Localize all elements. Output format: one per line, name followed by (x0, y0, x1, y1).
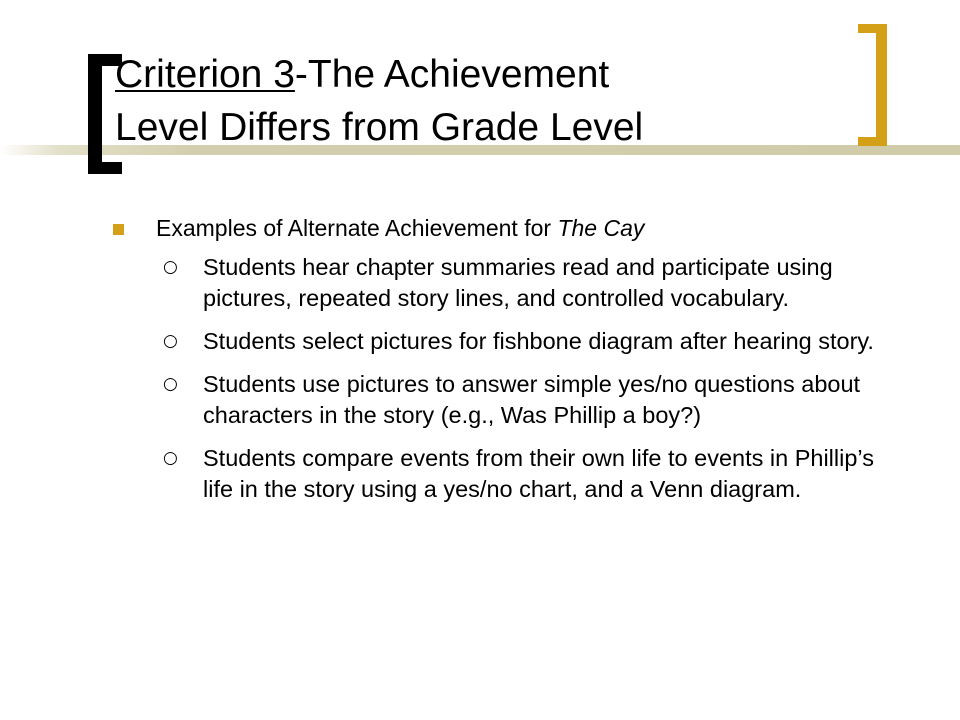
sub-bullet (110, 326, 898, 357)
sub-bullet-text: Students hear chapter summaries read and participate using pictures, repeated story lines, and controlled vocabulary. (203, 254, 833, 311)
left-bracket-bottom (88, 162, 122, 174)
title-line2: Level Differs from Grade Level (115, 106, 644, 149)
ring-bullet-icon: ○ (163, 374, 178, 394)
slide-title (115, 48, 855, 154)
ring-bullet-icon: ○ (163, 257, 178, 277)
sub-bullet (110, 252, 898, 314)
ring-bullet-icon: ○ (163, 448, 178, 468)
right-bracket-bottom (858, 137, 887, 146)
sub-bullet-text: Students use pictures to answer simple yes/no questions about characters in the story (e.g., Was Phillip a boy?) (203, 371, 861, 428)
title-underlined: Criterion 3 (115, 53, 295, 96)
square-bullet-icon (113, 224, 124, 235)
ring-bullet-icon: ○ (163, 331, 178, 351)
heading-bullet (110, 210, 910, 246)
sub-bullet (110, 369, 898, 431)
left-bracket (88, 54, 102, 174)
sub-bullet-text: Students compare events from their own life to events in Phillip’s life in the story using a yes/no chart, and a Venn diagram. (203, 445, 874, 502)
heading-bullet-text: Examples of Alternate Achievement for (156, 215, 558, 241)
right-bracket-top (858, 24, 887, 33)
sub-bullet-text: Students select pictures for fishbone diagram after hearing story. (203, 328, 874, 354)
slide-content (110, 210, 910, 517)
title-rest-line1: -The Achievement (294, 53, 610, 96)
book-title: The Cay (557, 215, 645, 241)
sub-bullet (110, 443, 898, 505)
right-bracket (876, 24, 887, 146)
